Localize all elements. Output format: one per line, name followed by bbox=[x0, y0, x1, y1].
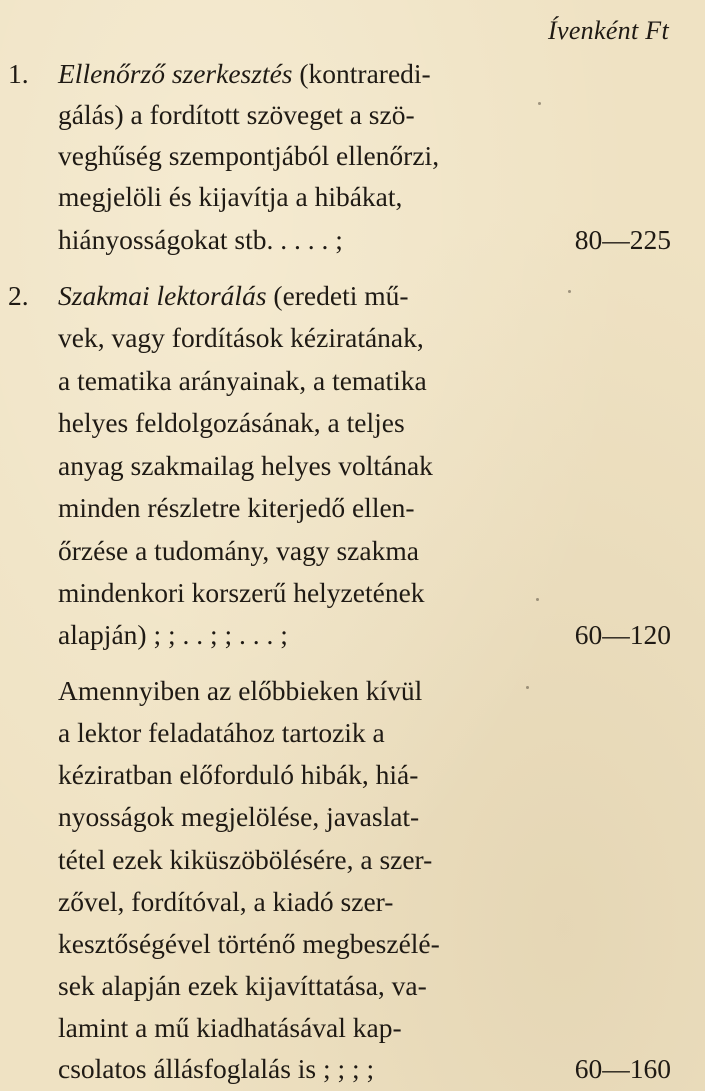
paper-speck bbox=[538, 102, 541, 105]
item-2-line-8: mindenkori korszerű helyzetének bbox=[58, 577, 425, 608]
item-2-price: 60—120 bbox=[574, 619, 671, 650]
item-2-title: Szakmai lektorálás bbox=[58, 280, 267, 311]
item-3-line-5: tétel ezek kiküszöbölésére, a szer- bbox=[58, 844, 433, 875]
item-1-number: 1. bbox=[8, 58, 29, 89]
item-2-line-5: anyag szakmailag helyes voltának bbox=[58, 450, 433, 481]
item-2-line-9 bbox=[58, 621, 288, 649]
item-1-line-1-rest: (kontraredi- bbox=[292, 58, 431, 89]
item-2-line-3: a tematika arányainak, a tematika bbox=[58, 365, 427, 396]
item-1-line-1 bbox=[58, 60, 431, 88]
item-1-line-5-text: hiányosságokat stb. bbox=[58, 224, 274, 255]
item-1-price: 80—225 bbox=[574, 224, 671, 255]
item-3-line-7: kesztőségével történő megbeszélé- bbox=[58, 928, 440, 959]
item-2-line-1 bbox=[58, 282, 409, 310]
item-1-title: Ellenőrző szerkesztés bbox=[58, 58, 293, 89]
item-2-line-6: minden részletre kiterjedő ellen- bbox=[58, 492, 415, 523]
paper-speck bbox=[568, 290, 571, 293]
item-3-line-8: sek alapján ezek kijavíttatása, va- bbox=[58, 970, 427, 1001]
item-2-line-4: helyes feldolgozásának, a teljes bbox=[58, 407, 405, 438]
item-1-line-2: gálás) a fordított szöveget a szö- bbox=[58, 99, 415, 130]
item-3-line-10 bbox=[58, 1055, 374, 1083]
item-2-leaders: ; ; . . ; ; . . . ; bbox=[146, 619, 288, 650]
item-2-number: 2. bbox=[8, 280, 29, 311]
column-header-price: Ívenként Ft bbox=[548, 16, 669, 45]
item-3-line-6: zővel, fordítóval, a kiadó szer- bbox=[58, 886, 394, 917]
item-3-leaders: ; ; ; ; bbox=[316, 1053, 375, 1084]
item-1-line-5 bbox=[58, 226, 343, 254]
item-2-line-2: vek, vagy fordítások kéziratának, bbox=[58, 322, 424, 353]
item-3-line-3: kéziratban előforduló hibák, hiá- bbox=[58, 759, 419, 790]
item-3-line-9: lamint a mű kiadhatásával kap- bbox=[58, 1012, 402, 1043]
item-3-line-1: Amennyiben az előbbieken kívül bbox=[58, 675, 423, 706]
item-3-line-4: nyosságok megjelölése, javaslat- bbox=[58, 801, 420, 832]
item-1-line-4: megjelöli és kijavítja a hibákat, bbox=[58, 181, 403, 212]
item-1-line-3: veghűség szempontjából ellenőrzi, bbox=[58, 140, 440, 171]
paper-speck bbox=[536, 598, 539, 601]
item-2-line-1-rest: (eredeti mű- bbox=[266, 280, 409, 311]
item-3-price: 60—160 bbox=[574, 1053, 671, 1084]
item-3-line-2: a lektor feladatához tartozik a bbox=[58, 717, 385, 748]
paper-speck bbox=[526, 686, 529, 689]
item-1-leaders: . . . . ; bbox=[273, 224, 343, 255]
item-2-line-9-text: alapján) bbox=[58, 619, 147, 650]
item-2-line-7: őrzése a tudomány, vagy szakma bbox=[58, 535, 419, 566]
item-3-line-10-text: csolatos állásfoglalás is bbox=[58, 1053, 317, 1084]
